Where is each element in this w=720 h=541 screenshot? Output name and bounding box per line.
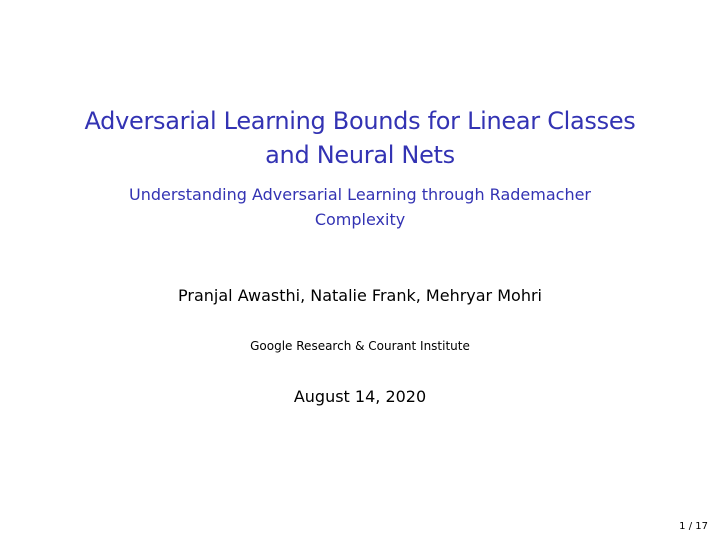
page-number: 1 / 17: [679, 521, 708, 532]
slide-subtitle: Understanding Adversarial Learning through Rademacher Complexity: [129, 185, 591, 229]
slide-title-line-2: and Neural Nets: [265, 141, 455, 169]
slide-title-line-1: Adversarial Learning Bounds for Linear Classes: [84, 107, 636, 135]
slide-title: [0, 104, 720, 172]
institute-name: Google Research & Courant Institute: [250, 339, 470, 353]
author-list: Pranjal Awasthi, Natalie Frank, Mehryar Mohri: [178, 286, 542, 305]
presentation-date: August 14, 2020: [293, 387, 427, 406]
